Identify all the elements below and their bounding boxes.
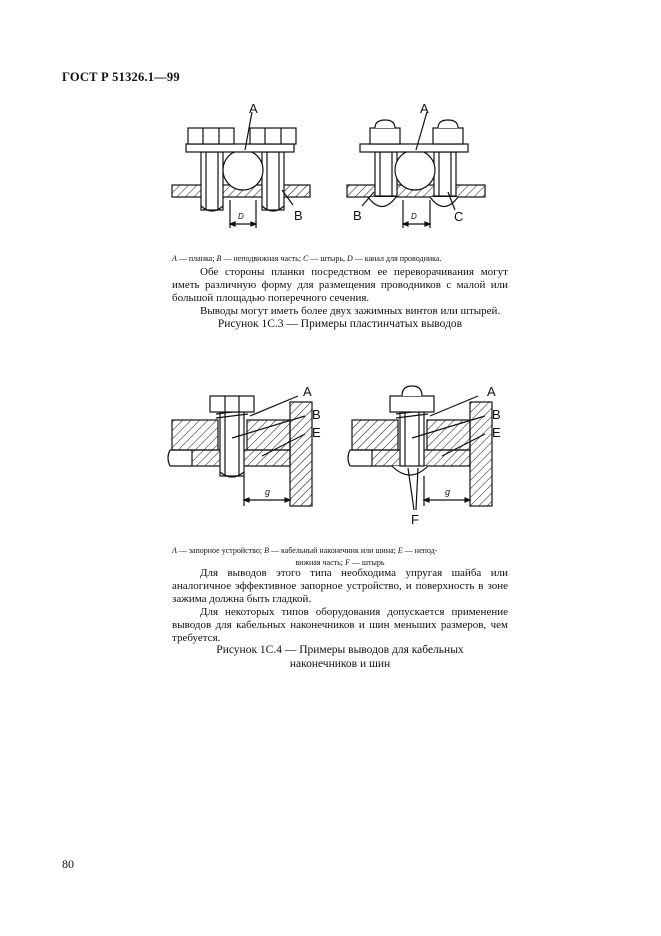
figure-1c4-paragraph-2: Для некоторых типов оборудования допускается применение выводов для кабельных наконечников и шин меньших размеров, чем требуется. xyxy=(172,606,508,644)
figure-1c4-caption: Рисунок 1С.4 — Примеры выводов для кабельных наконечников и шин xyxy=(216,644,464,670)
legend-c4-key-b: B xyxy=(264,546,270,555)
label-a-c4-left: A xyxy=(303,384,312,399)
label-b-c4-right: B xyxy=(492,407,501,422)
figure-1c4-drawing xyxy=(0,370,661,530)
page-number: 80 xyxy=(62,857,74,871)
label-e-c4-right: E xyxy=(492,425,501,440)
figure-1c3-paragraph-2: Выводы могут иметь более двух зажимных винтов или штырей. xyxy=(200,305,501,317)
figure-1c4-left-drawing xyxy=(168,396,312,506)
legend-key-c: C xyxy=(302,254,309,263)
label-a-c4-right: A xyxy=(487,384,496,399)
figure-1c3-left-drawing xyxy=(172,112,310,228)
label-b-right: B xyxy=(353,208,362,223)
legend-key-a: A xyxy=(172,254,177,263)
figure-1c4-legend: A — запорное устройство; B — кабельный наконечник или шина; E — непод- вижная часть; F — штырь xyxy=(172,546,438,567)
figure-1c4-right-drawing xyxy=(348,386,492,510)
label-b-c4-left: B xyxy=(312,407,321,422)
label-e-c4-left: E xyxy=(312,425,321,440)
label-c-right: C xyxy=(454,209,464,224)
label-b-left: B xyxy=(294,208,303,223)
legend-c4-key-e: E xyxy=(397,546,403,555)
legend-key-d: D xyxy=(347,254,353,263)
label-g-c4-right: g xyxy=(445,487,451,497)
label-a-right: A xyxy=(420,101,429,116)
figure-1c3-right-drawing xyxy=(347,112,485,228)
figure-1c3-drawing xyxy=(0,0,661,260)
figure-1c3-paragraph-1: Обе стороны планки посредством ее переворачивания могут иметь различную форму для размещения проводников с малой или большой площадью поперечного сечения. xyxy=(172,266,508,304)
label-g-c4-left: g xyxy=(265,487,271,497)
legend-c4-key-a: A xyxy=(172,546,177,555)
figure-1c4-paragraph-1: Для выводов этого типа необходима упругая шайба или аналогичное эффективное запорное устройство, и поверхность в зоне зажима должна быть гладкой. xyxy=(172,567,508,605)
label-d-right: D xyxy=(411,212,417,221)
figure-1c3-caption: Рисунок 1С.3 — Примеры пластинчатых выводов xyxy=(217,318,463,330)
label-f-c4-right: F xyxy=(411,512,419,527)
figure-1c3-legend: A — планка; B — неподвижная часть; C — штырь, D — канал для проводника. xyxy=(172,254,442,263)
legend-key-b: B xyxy=(216,254,222,263)
document-header: ГОСТ Р 51326.1—99 xyxy=(62,70,180,84)
label-d-left: D xyxy=(238,212,244,221)
label-a-left: A xyxy=(249,101,258,116)
legend-c4-key-f: F xyxy=(345,558,350,567)
